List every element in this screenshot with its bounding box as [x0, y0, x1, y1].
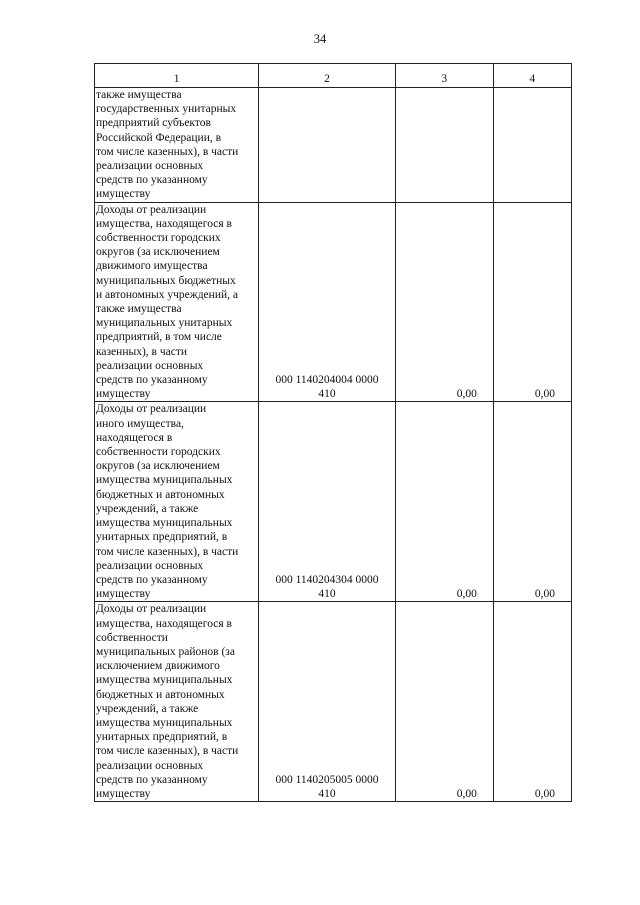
- table-row: [95, 402, 572, 602]
- row-value-col4: [493, 88, 571, 203]
- row-code: [259, 88, 395, 203]
- row-description: Доходы от реализации имущества, находящегося в собственности муниципальных районов (за исключением движимого имущества муниципальных бюджетных и автономных учреждений, а также имущества муниципальных унитарных предприятий, в том числе казенных), в части реализации основных средств по указанному имуществу: [95, 602, 259, 802]
- row-description: Доходы от реализации иного имущества, находящегося в собственности городских округов (за исключением имущества муниципальных бюджетных и автономных учреждений, а также имущества муниципальных унитарных предприятий, в том числе казенных), в части реализации основных средств по указанному имуществу: [95, 402, 259, 602]
- header-row: [95, 64, 572, 88]
- header-col-1: 1: [95, 64, 259, 88]
- table-header: [95, 64, 572, 88]
- row-code: 000 1140204304 0000 410: [259, 402, 395, 602]
- revenue-table: [94, 63, 572, 802]
- row-value-col4: 0,00: [493, 202, 571, 402]
- table-row: [95, 602, 572, 802]
- row-value-col3: [395, 88, 493, 203]
- row-description: Доходы от реализации имущества, находящегося в собственности городских округов (за исключением движимого имущества муниципальных бюджетных и автономных учреждений, а также имущества муниципальных унитарных предприятий, в том числе казенных), в части реализации основных средств по указанному имуществу: [95, 202, 259, 402]
- header-col-2: 2: [259, 64, 395, 88]
- table-row: [95, 88, 572, 203]
- row-value-col3: 0,00: [395, 202, 493, 402]
- page-number: 34: [313, 32, 327, 46]
- row-value-col4: 0,00: [493, 602, 571, 802]
- row-value-col4: 0,00: [493, 402, 571, 602]
- table-row: [95, 202, 572, 402]
- row-code: 000 1140204004 0000 410: [259, 202, 395, 402]
- header-col-3: 3: [395, 64, 493, 88]
- row-code: 000 1140205005 0000 410: [259, 602, 395, 802]
- table-body: [95, 88, 572, 802]
- header-col-4: 4: [493, 64, 571, 88]
- row-value-col3: 0,00: [395, 602, 493, 802]
- row-description: также имущества государственных унитарных предприятий субъектов Российской Федерации, в том числе казенных), в части реализации основных средств по указанному имуществу: [95, 88, 259, 203]
- row-value-col3: 0,00: [395, 402, 493, 602]
